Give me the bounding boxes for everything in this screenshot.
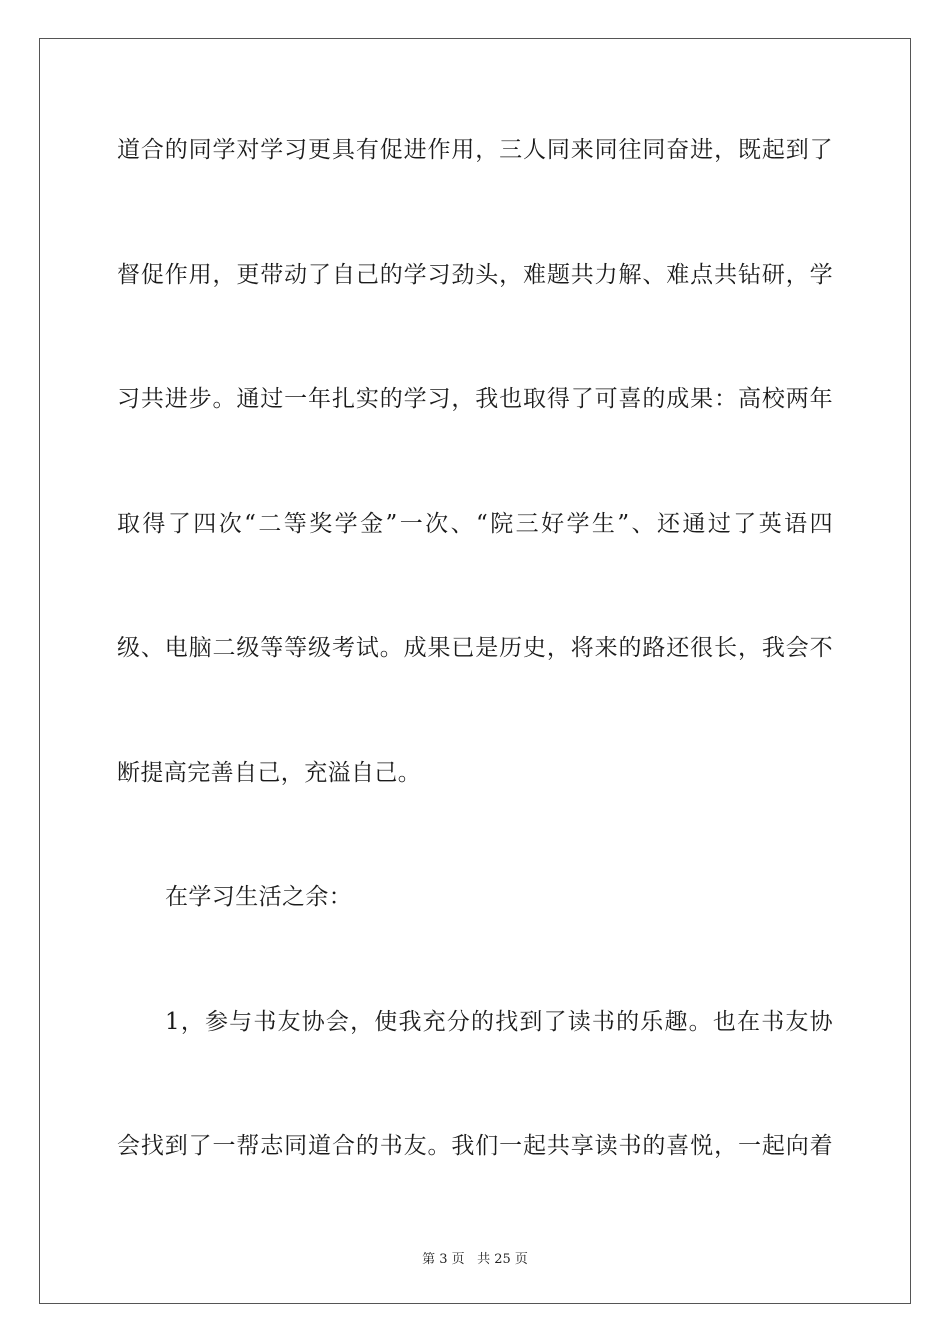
page-footer [0,1248,950,1267]
list-item-text: 1，参与书友协会，使我充分的找到了读书的乐趣。也在书友协 [165,1008,833,1035]
section-lead: 在学习生活之余： [165,884,353,910]
document-body [117,128,833,1249]
text-line: 习共进步。通过一年扎实的学习，我也取得了可喜的成果：高校两年 [117,386,833,412]
text-line: 会找到了一帮志同道合的书友。我们一起共享读书的喜悦，一起向着 [117,1133,833,1159]
page-number: 第 3 页 [422,1252,465,1267]
text-line: 断提高完善自己，充溢自己。 [117,759,422,786]
page-total: 共 25 页 [477,1252,528,1267]
text-line: 道合的同学对学习更具有促进作用，三人同来同往同奋进，既起到了 [117,137,833,163]
text-line: 取得了四次“二等奖学金”一次、“院三好学生”、还通过了英语四 [117,510,833,537]
text-line: 督促作用，更带动了自己的学习劲头，难题共力解、难点共钻研，学 [117,261,833,288]
text-line: 级、电脑二级等等级考试。成果已是历史，将来的路还很长，我会不 [117,635,833,661]
